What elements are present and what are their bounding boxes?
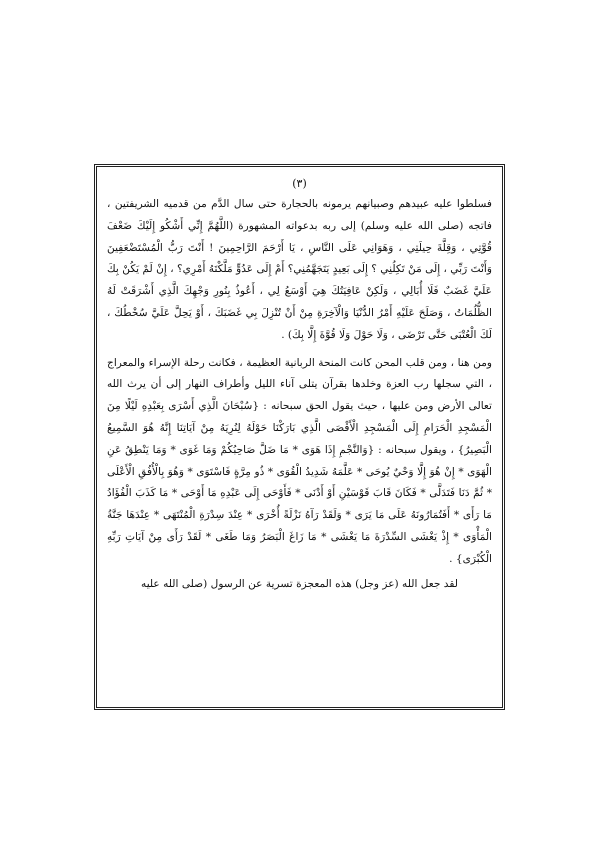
- page-frame: [94, 164, 505, 710]
- paragraph-3: لقد جعل الله (عز وجل) هذه المعجزة تسرية عن الرسول (صلى الله عليه: [141, 577, 458, 590]
- paragraph-1: فسلطوا عليه عبيدهم وصبيانهم يرمونه بالحجارة حتى سال الدَّم من قدميه الشريفتين ، فاتجه (صلى الله عليه وسلم) إلى ربه بدعواته المشهورة (اللَّهُمَّ إِنِّي أَشْكُو إِلَيْكَ ضَعْفَ قُوَّتِي ، وَقِلَّةَ حِيلَتِي ، وَهَوَانِي عَلَى النَّاسِ ، يَا أَرْحَمَ الرَّاحِمِينَ ! أَنْتَ رَبُّ الْمُسْتَضْعَفِينَ وَأَنْتَ رَبِّي ، إِلَى مَنْ تَكِلُنِي ؟ إِلَى بَعِيدٍ يَتَجَهَّمُنِي؟ أَمْ إِلَى عَدُوٍّ مَلَّكْتَهُ أَمْرِي؟ ، إِنْ لَمْ يَكُنْ بِكَ عَلَيَّ غَضَبٌ فَلَا أُبَالِي ، وَلَكِنْ عَافِيَتُكَ هِيَ أَوْسَعُ لِي ، أَعُوذُ بِنُورِ وَجْهِكَ الَّذِي أَشْرَقَتْ لَهُ الظُّلُمَاتُ ، وَصَلَحَ عَلَيْهِ أَمْرُ الدُّنْيَا وَالْآخِرَةِ مِنْ أَنْ تُنْزِلَ بِي غَضَبَكَ ، أَوْ يَحِلَّ عَلَيَّ سُخْطُكَ ، لَكَ الْعُتْبَى حَتَّى تَرْضَى ، وَلَا حَوْلَ وَلَا قُوَّةَ إِلَّا بِكَ) .: [107, 198, 492, 341]
- paragraph-2: ومن هنا ، ومن قلب المحن كانت المنحة الربانية العظيمة ، فكانت رحلة الإسراء والمعراج ، التي سجلها رب العزة وخلدها بقرآن يتلى آناء الليل وأطراف النهار إلى أن يرث الله تعالى الأرض ومن عليها ، حيث يقول الحق سبحانه : {سُبْحَانَ الَّذِي أَسْرَى بِعَبْدِهِ لَيْلًا مِنَ الْمَسْجِدِ الْحَرَامِ إِلَى الْمَسْجِدِ الْأَقْصَى الَّذِي بَارَكْنَا حَوْلَهُ لِنُرِيَهُ مِنْ آيَاتِنَا إِنَّهُ هُوَ السَّمِيعُ الْبَصِيرُ} ، ويقول سبحانه : {وَالنَّجْمِ إِذَا هَوَى * مَا ضَلَّ صَاحِبُكُمْ وَمَا غَوَى * وَمَا يَنْطِقُ عَنِ الْهَوَى * إِنْ هُوَ إِلَّا وَحْيٌ يُوحَى * عَلَّمَهُ شَدِيدُ الْقُوَى * ذُو مِرَّةٍ فَاسْتَوَى * وَهُوَ بِالْأُفُقِ الْأَعْلَى * ثُمَّ دَنَا فَتَدَلَّى * فَكَانَ قَابَ قَوْسَيْنِ أَوْ أَدْنَى * فَأَوْحَى إِلَى عَبْدِهِ مَا أَوْحَى * مَا كَذَبَ الْفُؤَادُ مَا رَأَى * أَفَتُمَارُونَهُ عَلَى مَا يَرَى * وَلَقَدْ رَآهُ نَزْلَةً أُخْرَى * عِنْدَ سِدْرَةِ الْمُنْتَهَى * عِنْدَهَا جَنَّةُ الْمَأْوَى * إِذْ يَغْشَى السِّدْرَةَ مَا يَغْشَى * مَا زَاغَ الْبَصَرُ وَمَا طَغَى * لَقَدْ رَأَى مِنْ آيَاتِ رَبِّهِ الْكُبْرَى} .: [107, 356, 492, 565]
- page-number: (٣): [292, 177, 307, 190]
